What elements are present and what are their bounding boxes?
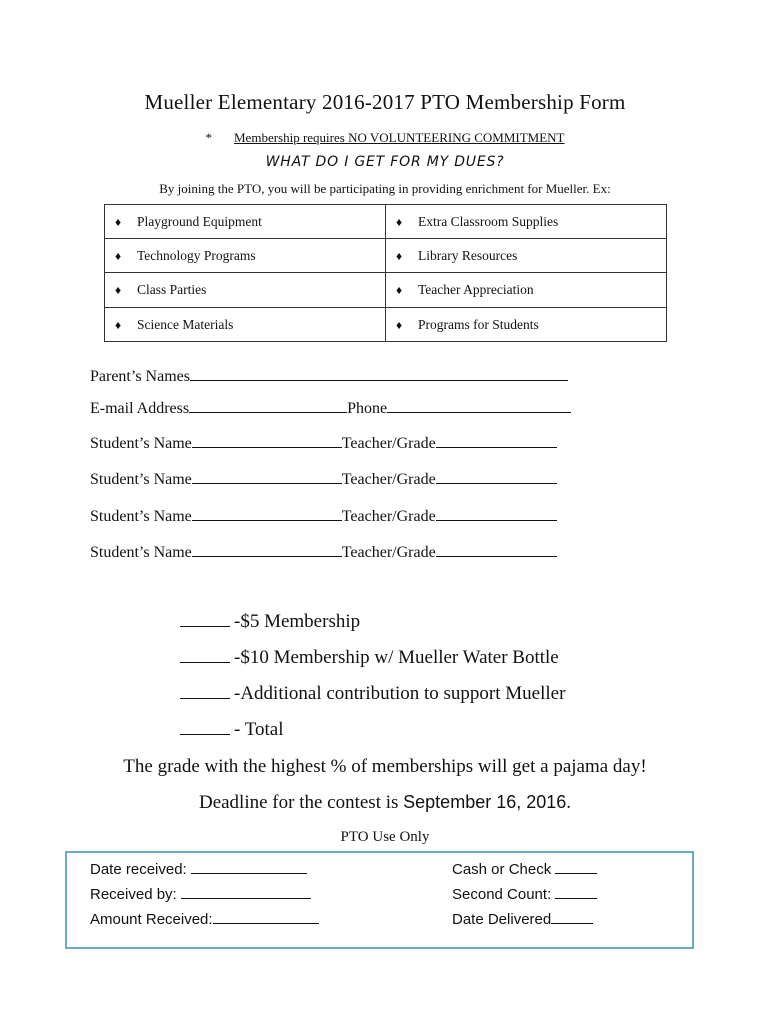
teacher-grade-label: Teacher/Grade: [341, 544, 436, 561]
volunteer-note: [0, 130, 770, 146]
student-name-field[interactable]: [192, 469, 342, 484]
deadline-suffix: .: [566, 792, 572, 813]
benefit-label: Class Parties: [137, 282, 207, 297]
diamond-bullet-icon: ♦: [396, 248, 403, 263]
teacher-grade-field[interactable]: [436, 469, 557, 484]
benefit-cell: [386, 205, 667, 239]
parents-names-row: [90, 366, 568, 386]
option-total-label: - Total: [234, 719, 284, 740]
form-title: Mueller Elementary 2016-2017 PTO Membership Form: [144, 90, 626, 114]
student-name-field[interactable]: [192, 433, 342, 448]
table-row: [105, 239, 667, 273]
email-label: E-mail Address: [90, 400, 190, 417]
diamond-bullet-icon: ♦: [115, 248, 122, 263]
diamond-bullet-icon: ♦: [115, 214, 122, 229]
pto-date-received: [90, 859, 307, 878]
benefit-cell: [386, 308, 667, 342]
benefit-cell: [386, 239, 667, 273]
table-row: [105, 308, 667, 342]
benefit-label: Library Resources: [418, 247, 518, 263]
benefit-label: Extra Classroom Supplies: [418, 213, 559, 229]
option-additional-blank[interactable]: [180, 684, 230, 699]
pto-amount-received-label: Amount Received:: [90, 911, 213, 928]
student-row: [90, 469, 557, 489]
deadline-prefix: Deadline for the contest is: [198, 792, 404, 813]
student-row: [90, 433, 557, 453]
teacher-grade-label: Teacher/Grade: [341, 435, 436, 452]
pto-date-delivered-label: Date Delivered: [452, 911, 552, 928]
phone-field[interactable]: [387, 398, 571, 413]
benefit-cell: [105, 205, 386, 239]
student-row: [90, 506, 557, 526]
student-name-label: Student’s Name: [90, 435, 192, 452]
teacher-grade-label: Teacher/Grade: [341, 508, 436, 525]
pto-received-by-field[interactable]: [181, 884, 311, 899]
pto-date-received-label: Date received:: [90, 861, 187, 878]
benefit-cell: [105, 273, 386, 308]
benefit-label: Playground Equipment: [137, 213, 262, 229]
teacher-grade-field[interactable]: [436, 542, 557, 557]
option-five-blank[interactable]: [180, 612, 230, 627]
option-ten-label: -$10 Membership w/ Mueller Water Bottle: [234, 647, 559, 668]
option-additional: [180, 683, 565, 705]
option-total: [180, 719, 284, 741]
option-ten-blank[interactable]: [180, 648, 230, 663]
pto-date-received-field[interactable]: [191, 859, 307, 874]
benefit-cell: [105, 239, 386, 273]
pto-second-count: [452, 884, 597, 903]
benefit-label: Teacher Appreciation: [418, 282, 534, 297]
teacher-grade-field[interactable]: [436, 433, 557, 448]
option-ten-membership: [180, 647, 559, 669]
pto-cash-or-check: [452, 859, 597, 878]
benefits-table: [104, 204, 667, 342]
benefit-cell: [386, 273, 667, 308]
option-total-blank[interactable]: [180, 720, 230, 735]
pto-amount-received-field[interactable]: [213, 909, 319, 924]
contest-line: The grade with the highest % of memberships will get a pajama day!: [123, 756, 647, 777]
deadline-date: September 16, 2016: [403, 792, 567, 812]
option-additional-label: -Additional contribution to support Mueller: [234, 683, 566, 704]
note-bullet: *: [205, 130, 212, 145]
diamond-bullet-icon: ♦: [396, 214, 403, 229]
benefit-label: Technology Programs: [137, 247, 256, 263]
pto-date-delivered: [452, 909, 593, 928]
student-name-label: Student’s Name: [90, 508, 192, 525]
pto-use-only-heading: PTO Use Only: [340, 829, 430, 845]
diamond-bullet-icon: ♦: [396, 317, 403, 332]
pto-cash-or-check-label: Cash or Check: [452, 861, 552, 878]
phone-label: Phone: [347, 400, 388, 417]
note-text: Membership requires NO VOLUNTEERING COMMITMENT: [234, 130, 565, 145]
email-field[interactable]: [189, 398, 347, 413]
email-phone-row: [90, 398, 571, 418]
pto-received-by-label: Received by:: [90, 886, 177, 903]
option-five-label: -$5 Membership: [234, 611, 361, 632]
table-row: [105, 205, 667, 239]
benefit-cell: [105, 308, 386, 342]
pto-cash-or-check-field[interactable]: [555, 859, 597, 874]
pto-second-count-field[interactable]: [555, 884, 597, 899]
benefit-label: Science Materials: [137, 316, 234, 332]
pto-second-count-label: Second Count:: [452, 886, 552, 903]
teacher-grade-label: Teacher/Grade: [341, 471, 436, 488]
pto-received-by: [90, 884, 311, 903]
student-name-label: Student’s Name: [90, 544, 192, 561]
pto-date-delivered-field[interactable]: [551, 909, 593, 924]
pto-amount-received: [90, 909, 319, 928]
diamond-bullet-icon: ♦: [115, 283, 122, 297]
teacher-grade-field[interactable]: [436, 506, 557, 521]
student-name-label: Student’s Name: [90, 471, 192, 488]
parents-names-field[interactable]: [190, 366, 568, 381]
diamond-bullet-icon: ♦: [115, 317, 122, 332]
benefit-label: Programs for Students: [418, 316, 539, 332]
dues-question: WHAT DO I GET FOR MY DUES?: [265, 154, 505, 170]
option-five-membership: [180, 611, 360, 633]
student-name-field[interactable]: [192, 542, 342, 557]
intro-text: By joining the PTO, you will be participating in providing enrichment for Mueller. Ex:: [159, 181, 611, 196]
student-name-field[interactable]: [192, 506, 342, 521]
parents-names-label: Parent’s Names: [90, 368, 190, 385]
student-row: [90, 542, 557, 562]
deadline-line: [0, 792, 770, 814]
diamond-bullet-icon: ♦: [396, 283, 403, 297]
table-row: [105, 273, 667, 308]
